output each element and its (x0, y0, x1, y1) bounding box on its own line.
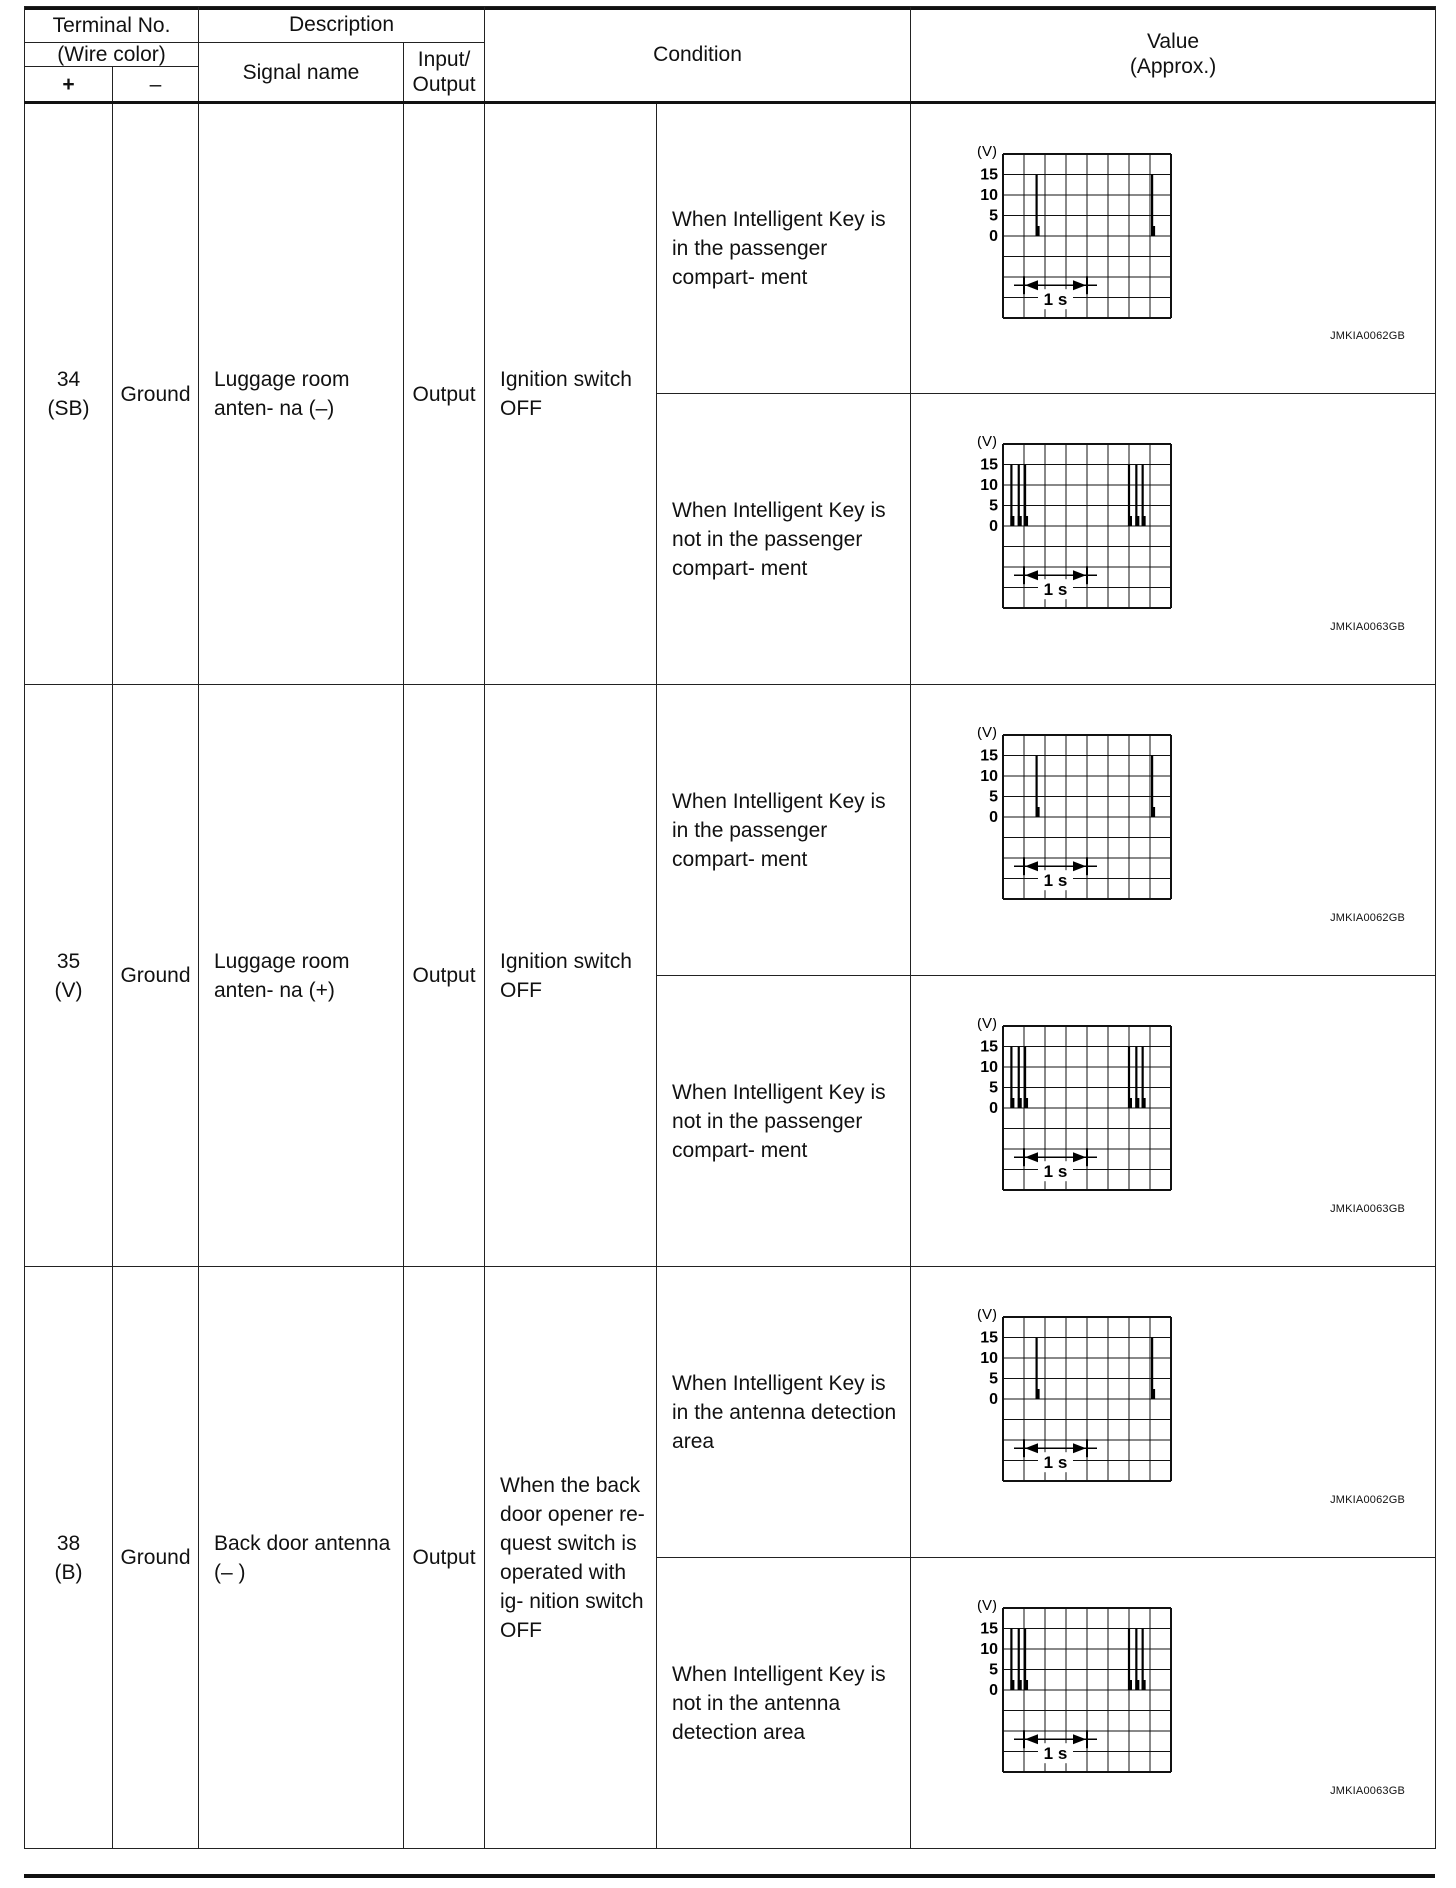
pulse-base (1151, 1389, 1155, 1399)
pulse-base (1018, 516, 1022, 526)
waveform (953, 436, 1203, 624)
terminal-number: 34 (56, 368, 81, 391)
y-tick-label: 0 (989, 1391, 999, 1408)
waveform-cell (911, 976, 1436, 1267)
wire-color: (SB) (47, 397, 90, 420)
waveform-cell (911, 103, 1436, 394)
y-tick-label: 10 (980, 1059, 999, 1076)
waveform-cell (911, 1558, 1436, 1849)
waveform-plot (953, 1600, 1203, 1780)
value-header (911, 7, 1436, 103)
arrow-left (1073, 280, 1086, 290)
y-unit-label: (V) (977, 1309, 998, 1323)
y-tick-label: 5 (989, 1079, 999, 1097)
terminal-number-cell (25, 1267, 113, 1849)
minus-header: – (113, 67, 199, 103)
pulse-base (1135, 516, 1139, 526)
pulse-base (1128, 1680, 1132, 1690)
y-unit-label: (V) (977, 1018, 998, 1032)
waveform (953, 1309, 1203, 1497)
figure-code: JMKIA0062GB (1330, 1494, 1406, 1506)
plus-header: + (25, 67, 113, 103)
terminal-no-label: Terminal No. (52, 14, 171, 37)
arrow-right (1025, 1443, 1038, 1453)
y-tick-label: 15 (980, 1038, 999, 1056)
pulse-base (1024, 1680, 1028, 1690)
signal-name-cell: Luggage room anten- na (–) (199, 103, 404, 685)
y-tick-label: 10 (980, 1350, 999, 1367)
arrow-right (1025, 1152, 1038, 1162)
table-row (25, 685, 1436, 976)
time-scale-label: 1 s (1043, 1162, 1068, 1182)
y-tick-label: 10 (980, 1641, 999, 1658)
signal-name-cell: Luggage room anten- na (+) (199, 685, 404, 1267)
time-scale-label: 1 s (1043, 290, 1068, 310)
description-header: Description (199, 7, 485, 43)
terminal-header (25, 7, 199, 43)
y-unit-label: (V) (977, 1600, 998, 1614)
waveform-cell (911, 1267, 1436, 1558)
terminal-number-cell (25, 103, 113, 685)
pulse-base (1128, 1098, 1132, 1108)
terminal-number-cell (25, 685, 113, 1267)
pulse-base (1010, 1680, 1014, 1690)
y-tick-label: 0 (989, 228, 999, 245)
pulse-base (1024, 516, 1028, 526)
condition-cell: Ignition switch OFF (485, 103, 657, 685)
y-tick-label: 5 (989, 1370, 999, 1388)
terminal-table (24, 6, 1436, 1849)
y-unit-label: (V) (977, 146, 998, 160)
time-scale-label: 1 s (1043, 871, 1068, 891)
y-tick-label: 0 (989, 1682, 999, 1699)
condition-cell: Ignition switch OFF (485, 685, 657, 1267)
sub-condition-cell: When Intelligent Key is not in the antenna detection area (657, 1558, 911, 1849)
pulse-base (1018, 1680, 1022, 1690)
waveform (953, 1018, 1203, 1206)
arrow-left (1073, 1734, 1086, 1744)
minus-terminal-cell: Ground (113, 685, 199, 1267)
waveform-plot (953, 436, 1203, 616)
pulse-base (1036, 226, 1040, 236)
input-output-header (404, 43, 485, 103)
signal-name-header: Signal name (199, 43, 404, 103)
figure-code: JMKIA0063GB (1330, 1203, 1406, 1215)
input-output-cell: Output (404, 1267, 485, 1849)
pulse-base (1135, 1680, 1139, 1690)
pulse-base (1128, 516, 1132, 526)
waveform-plot (953, 1309, 1203, 1489)
arrow-right (1025, 570, 1038, 580)
table-row (25, 1267, 1436, 1558)
wire-color: (V) (54, 978, 83, 1002)
y-tick-label: 15 (980, 456, 999, 474)
y-tick-label: 15 (980, 166, 999, 184)
y-tick-label: 0 (989, 518, 999, 535)
y-tick-label: 5 (989, 788, 999, 806)
y-unit-label: (V) (977, 727, 998, 741)
waveform-cell (911, 685, 1436, 976)
pulse-base (1142, 516, 1146, 526)
pulse-base (1010, 1098, 1014, 1108)
y-tick-label: 0 (989, 1100, 999, 1117)
sub-condition-cell: When Intelligent Key is in the antenna detection area (657, 1267, 911, 1558)
output-label: Output (412, 73, 476, 96)
sub-condition-cell: When Intelligent Key is in the passenger compart- ment (657, 685, 911, 976)
y-unit-label: (V) (977, 436, 998, 450)
input-label: Input/ (417, 48, 471, 71)
approx-label: (Approx.) (1129, 55, 1217, 78)
arrow-left (1073, 1152, 1086, 1162)
terminal-table-page (24, 6, 1435, 1878)
waveform-plot (953, 1018, 1203, 1198)
pulse-base (1135, 1098, 1139, 1108)
y-tick-label: 10 (980, 768, 999, 785)
arrow-right (1025, 861, 1038, 871)
y-tick-label: 15 (980, 747, 999, 765)
pulse-base (1151, 226, 1155, 236)
waveform-cell (911, 394, 1436, 685)
sub-condition-cell: When Intelligent Key is not in the passenger compart- ment (657, 394, 911, 685)
arrow-right (1025, 1734, 1038, 1744)
time-scale-label: 1 s (1043, 580, 1068, 600)
value-label: Value (1146, 30, 1200, 53)
arrow-left (1073, 861, 1086, 871)
sub-condition-cell: When Intelligent Key is in the passenger compart- ment (657, 103, 911, 394)
pulse-base (1151, 807, 1155, 817)
waveform (953, 1600, 1203, 1788)
waveform-plot (953, 727, 1203, 907)
y-tick-label: 0 (989, 809, 999, 826)
figure-code: JMKIA0063GB (1330, 1785, 1406, 1797)
y-tick-label: 10 (980, 187, 999, 204)
wire-color: (B) (54, 1560, 83, 1584)
table-row (25, 103, 1436, 394)
waveform (953, 727, 1203, 915)
terminal-number: 38 (56, 1531, 81, 1555)
condition-header: Condition (485, 7, 911, 103)
arrow-left (1073, 1443, 1086, 1453)
pulse-base (1024, 1098, 1028, 1108)
signal-name-cell: Back door antenna (– ) (199, 1267, 404, 1849)
bottom-rule (24, 1874, 1435, 1878)
time-scale-label: 1 s (1043, 1744, 1068, 1764)
y-tick-label: 15 (980, 1620, 999, 1638)
pulse-base (1036, 1389, 1040, 1399)
y-tick-label: 5 (989, 497, 999, 515)
pulse-base (1018, 1098, 1022, 1108)
condition-cell: When the back door opener re- quest switch is operated with ig- nition switch OFF (485, 1267, 657, 1849)
pulse-base (1142, 1680, 1146, 1690)
minus-terminal-cell: Ground (113, 103, 199, 685)
sub-condition-cell: When Intelligent Key is not in the passenger compart- ment (657, 976, 911, 1267)
waveform (953, 146, 1203, 334)
waveform-plot (953, 146, 1203, 326)
pulse-base (1036, 807, 1040, 817)
input-output-cell: Output (404, 685, 485, 1267)
y-tick-label: 15 (980, 1329, 999, 1347)
pulse-base (1010, 516, 1014, 526)
figure-code: JMKIA0062GB (1330, 912, 1406, 924)
arrow-left (1073, 570, 1086, 580)
wire-color-header: (Wire color) (25, 43, 199, 67)
figure-code: JMKIA0063GB (1330, 621, 1406, 633)
terminal-number: 35 (56, 949, 81, 973)
y-tick-label: 5 (989, 207, 999, 225)
y-tick-label: 10 (980, 477, 999, 494)
minus-terminal-cell: Ground (113, 1267, 199, 1849)
pulse-base (1142, 1098, 1146, 1108)
y-tick-label: 5 (989, 1661, 999, 1679)
input-output-cell: Output (404, 103, 485, 685)
time-scale-label: 1 s (1043, 1453, 1068, 1473)
arrow-right (1025, 280, 1038, 290)
figure-code: JMKIA0062GB (1330, 330, 1406, 342)
